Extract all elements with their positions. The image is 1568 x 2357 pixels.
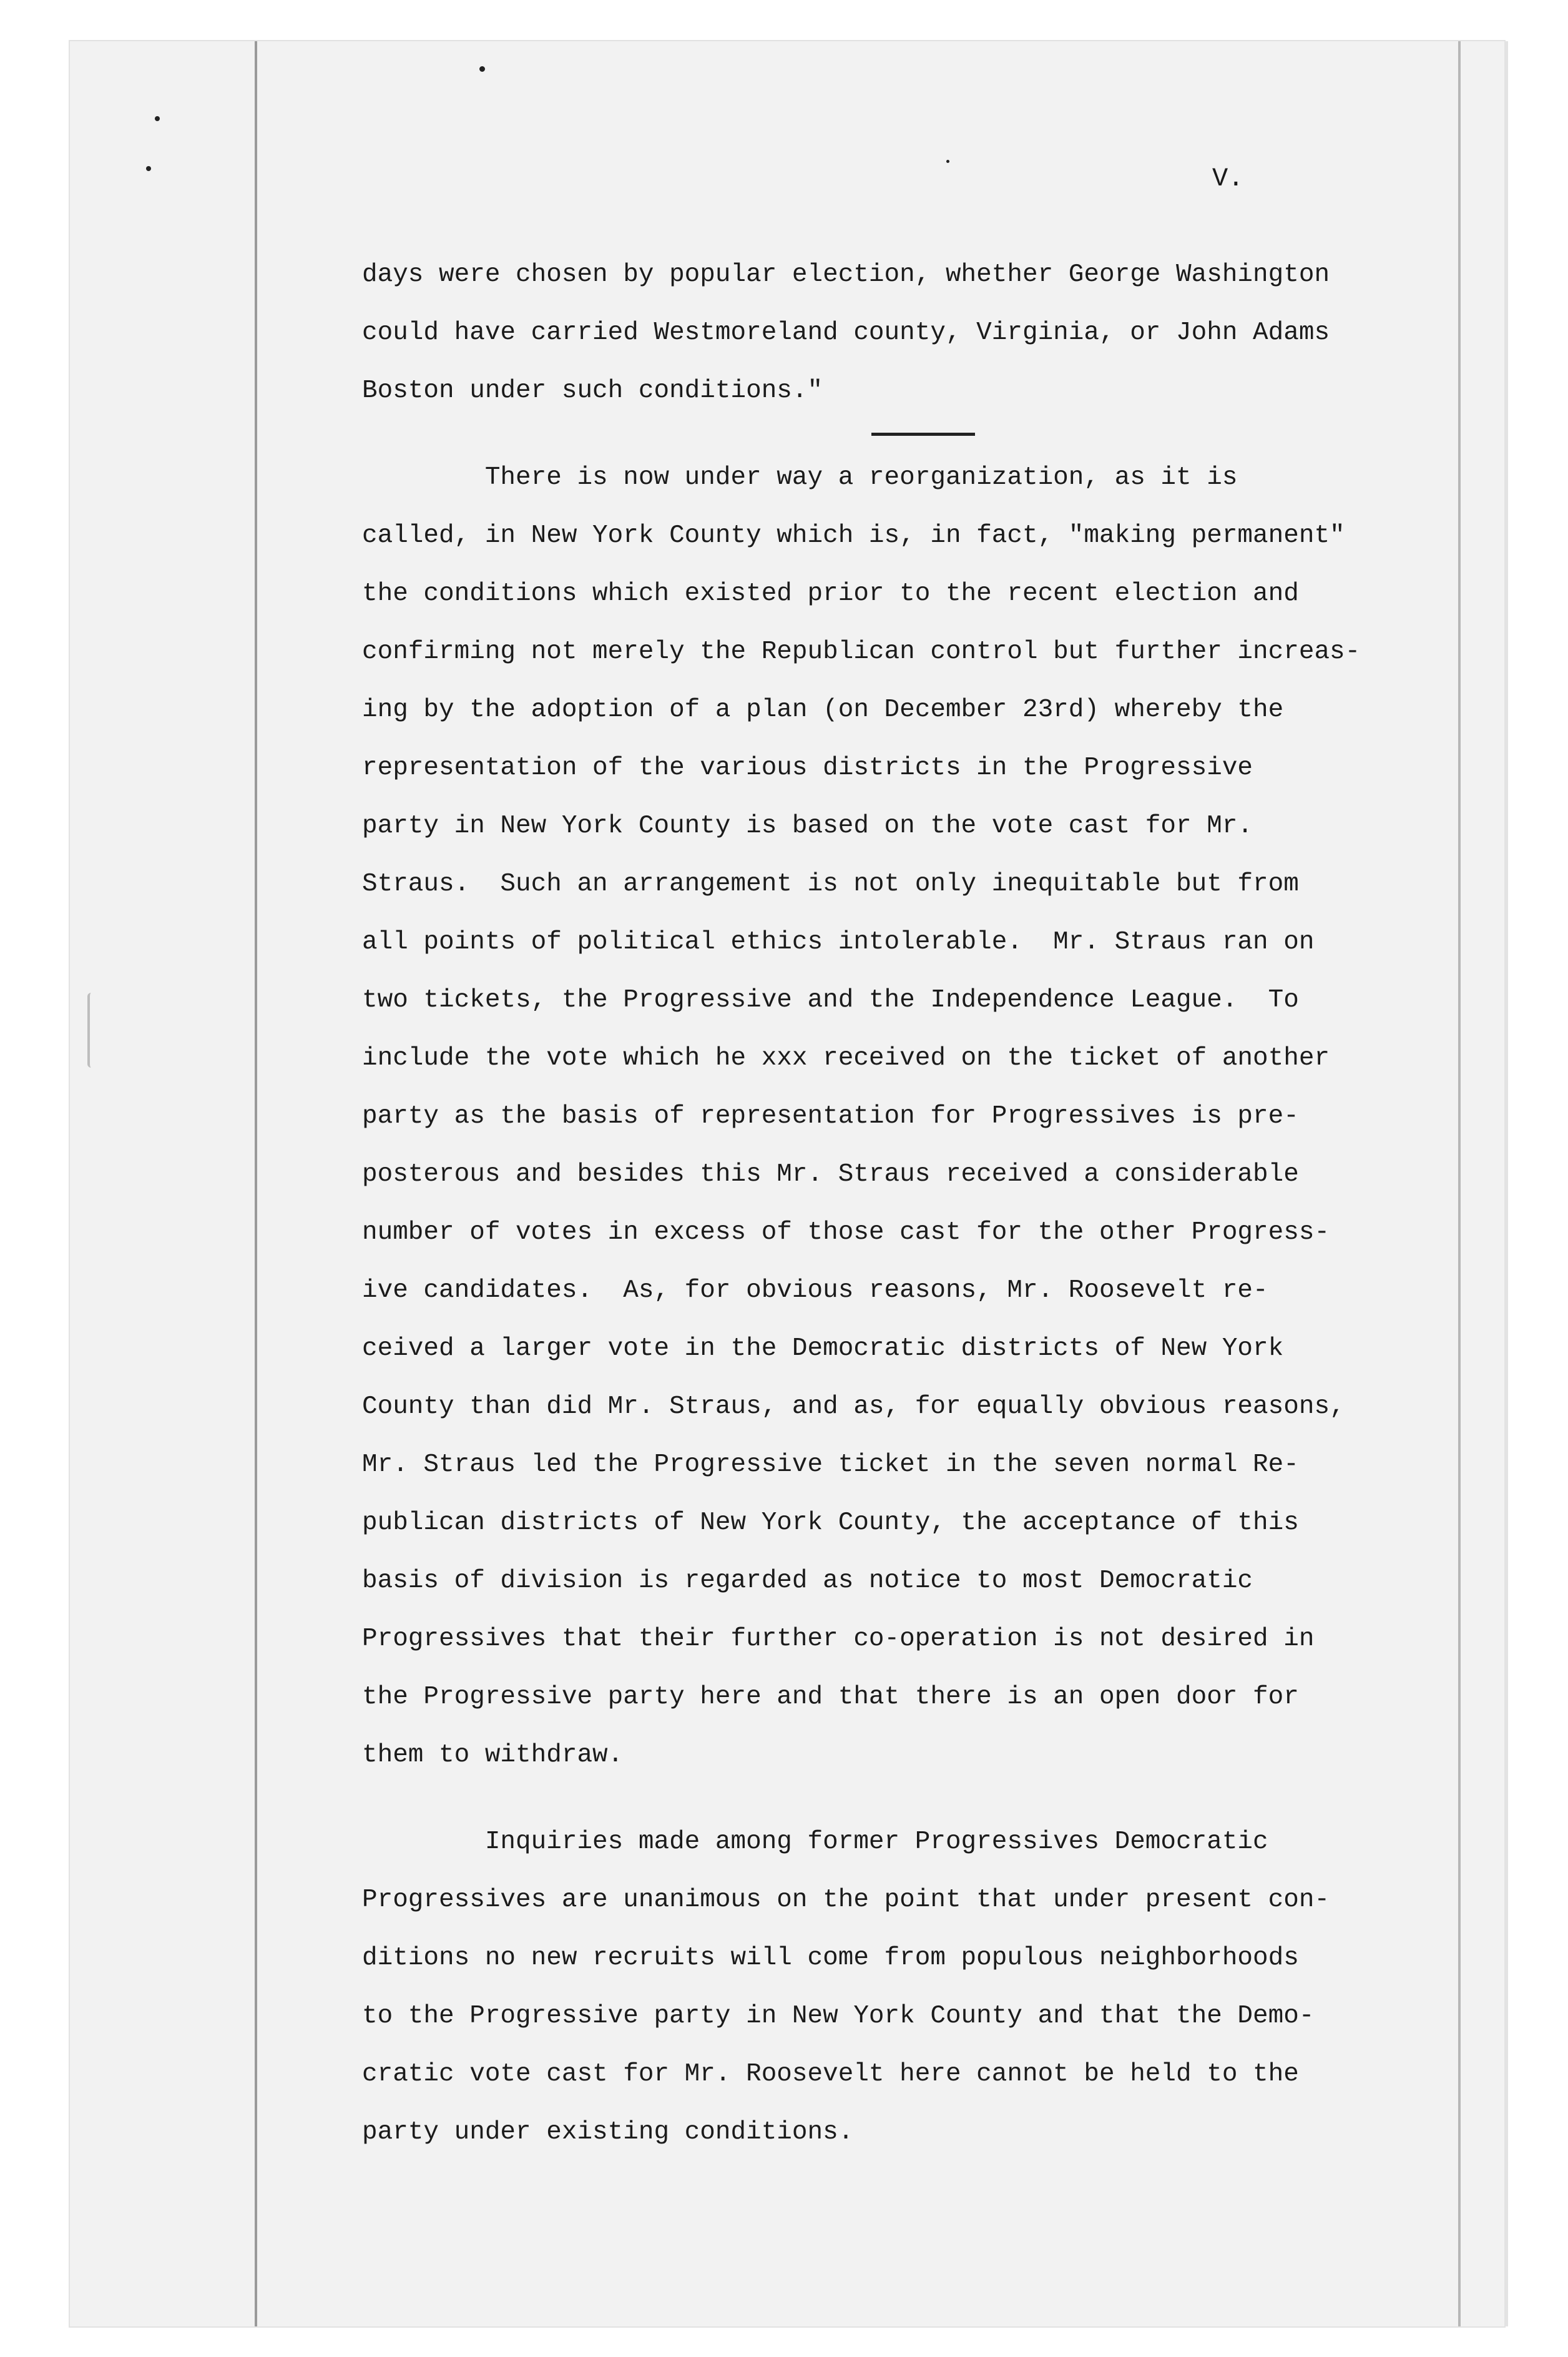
text-line: days were chosen by popular election, whether George Washington: [362, 260, 1330, 289]
text-line: party in New York County is based on the vote cast for Mr.: [362, 812, 1253, 840]
text-line: Boston under such conditions.": [362, 376, 823, 405]
text-line: publican districts of New York County, the acceptance of this: [362, 1508, 1299, 1537]
speck: [146, 166, 151, 171]
text-line: could have carried Westmoreland county, Virginia, or John Adams: [362, 318, 1330, 347]
text-line: basis of division is regarded as notice to most Democratic: [362, 1567, 1253, 1595]
text-line: party under existing conditions.: [362, 2118, 854, 2147]
text-line: confirming not merely the Republican control but further increas-: [362, 637, 1361, 666]
text-line: representation of the various districts in the Progressive: [362, 754, 1253, 782]
section-rule: [362, 420, 1442, 449]
text-line: to the Progressive party in New York County and that the Demo-: [362, 2002, 1315, 2030]
text-line: Mr. Straus led the Progressive ticket in the seven normal Re-: [362, 1450, 1299, 1479]
text-line: two tickets, the Progressive and the Independence League. To: [362, 986, 1299, 1015]
text-line: County than did Mr. Straus, and as, for equally obvious reasons,: [362, 1392, 1345, 1421]
speck: [155, 116, 160, 121]
page-number: V.: [1212, 164, 1244, 194]
paragraph-1: [362, 449, 1442, 1784]
text-line: There is now under way a reorganization, as it is: [362, 463, 1238, 492]
text-line: Straus. Such an arrangement is not only inequitable but from: [362, 870, 1299, 898]
text-line: posterous and besides this Mr. Straus received a considerable: [362, 1160, 1299, 1189]
paragraph-2: [362, 1813, 1442, 2162]
text-line: number of votes in excess of those cast for the other Progress-: [362, 1218, 1330, 1247]
text-line: ceived a larger vote in the Democratic districts of New York: [362, 1334, 1284, 1363]
text-line: ing by the adoption of a plan (on December 23rd) whereby the: [362, 696, 1284, 724]
text-line: cratic vote cast for Mr. Roosevelt here cannot be held to the: [362, 2060, 1299, 2089]
text-line: include the vote which he xxx received on the ticket of another: [362, 1044, 1330, 1073]
paragraph-gap: [362, 1784, 1442, 1813]
text-line: called, in New York County which is, in fact, "making permanent": [362, 521, 1345, 550]
speck: [946, 160, 949, 163]
left-margin-rule: [255, 41, 257, 2326]
sheet-edge: [1504, 41, 1508, 2326]
document-body: [362, 246, 1442, 2162]
text-line: them to withdraw.: [362, 1741, 624, 1769]
text-line: ditions no new recruits will come from populous neighborhoods: [362, 1944, 1299, 1972]
clip-mark: [87, 993, 107, 1068]
short-divider: [871, 433, 975, 436]
speck: [479, 66, 485, 72]
text-line: Progressives are unanimous on the point that under present con-: [362, 1886, 1330, 1914]
text-line: all points of political ethics intolerable. Mr. Straus ran on: [362, 928, 1315, 957]
text-line: party as the basis of representation for Progressives is pre-: [362, 1102, 1299, 1131]
text-line: Progressives that their further co-operation is not desired in: [362, 1625, 1315, 1653]
right-margin-rule: [1458, 41, 1461, 2326]
text-line: the conditions which existed prior to the recent election and: [362, 579, 1299, 608]
text-line: the Progressive party here and that there is an open door for: [362, 1683, 1299, 1711]
lines-before-rule: [362, 246, 1442, 420]
text-line: Inquiries made among former Progressives Democratic: [362, 1828, 1268, 1856]
text-line: ive candidates. As, for obvious reasons, Mr. Roosevelt re-: [362, 1276, 1268, 1305]
